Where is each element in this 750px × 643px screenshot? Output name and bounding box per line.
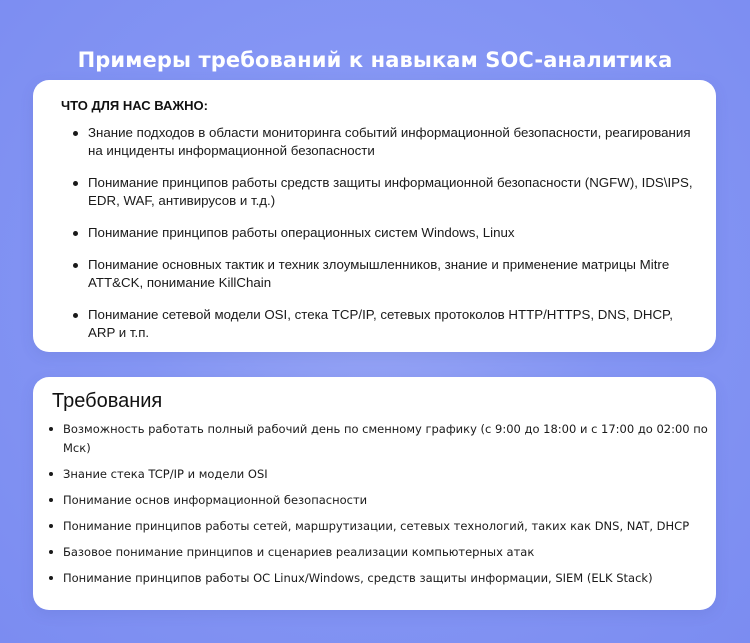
important-skills-card [33,80,716,352]
list-item: Понимание сетевой модели OSI, стека TCP/IP, сетевых протоколов HTTP/HTTPS, DNS, DHCP, ARP и т.п. [59,306,699,342]
list-item: Понимание принципов работы операционных систем Windows, Linux [59,224,699,242]
list-item: Понимание основных тактик и техник злоумышленников, знание и применение матрицы Mitre ATT&CK, понимание KillChain [59,256,699,292]
list-item: Базовое понимание принципов и сценариев реализации компьютерных атак [47,543,712,562]
list-item: Понимание принципов работы сетей, маршрутизации, сетевых технологий, таких как DNS, NAT, DHCP [47,517,712,536]
page-title: Примеры требований к навыкам SOC-аналитика [77,48,673,73]
list-item: Понимание основ информационной безопасности [47,491,712,510]
list-item: Понимание принципов работы ОС Linux/Windows, средств защиты информации, SIEM (ELK Stack) [47,569,712,588]
list-item: Знание подходов в области мониторинга событий информационной безопасности, реагирования на инциденты информационной безопасности [59,124,699,160]
important-skills-list [59,124,699,356]
requirements-list [47,420,712,595]
important-skills-heading: ЧТО ДЛЯ НАС ВАЖНО: [61,98,208,113]
requirements-card [33,377,716,610]
list-item: Возможность работать полный рабочий день по сменному графику (с 9:00 до 18:00 и с 17:00 до 02:00 по Мск) [47,420,712,458]
list-item: Понимание принципов работы средств защиты информационной безопасности (NGFW), IDS\IPS, EDR, WAF, антивирусов и т.д.) [59,174,699,210]
list-item: Знание стека TCP/IP и модели OSI [47,465,712,484]
requirements-heading: Требования [52,390,163,412]
